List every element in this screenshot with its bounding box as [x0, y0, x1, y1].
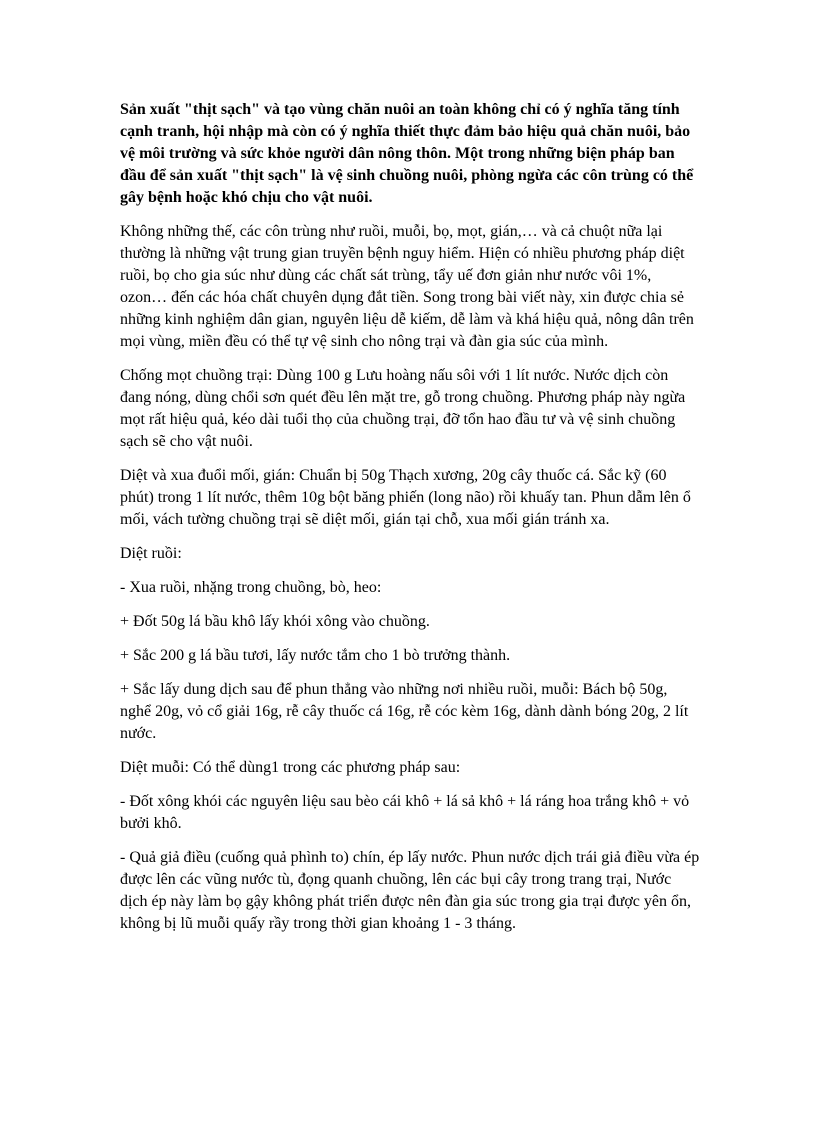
paragraph-intro: Sản xuất "thịt sạch" và tạo vùng chăn nuôi an toàn không chỉ có ý nghĩa tăng tính cạnh tranh, hội nhập mà còn có ý nghĩa thiết thực đảm bảo hiệu quả chăn nuôi, bảo vệ môi trường và sức khỏe người dân nông thôn. Một trong những biện pháp ban đầu để sản xuất "thịt sạch" là vệ sinh chuồng nuôi, phòng ngừa các côn trùng có thể gây bệnh hoặc khó chịu cho vật nuôi.	[120, 101, 694, 206]
paragraph-kill-flies-heading: Diệt ruồi:	[120, 545, 182, 562]
paragraph-burn-dry-gourd-leaves: + Đốt 50g lá bầu khô lấy khói xông vào chuồng.	[120, 613, 430, 630]
paragraph-decoction-spray: + Sắc lấy dung dịch sau để phun thẳng vào những nơi nhiều ruồi, muỗi: Bách bộ 50g, nghể 20g, vỏ cổ giải 16g, rễ cây thuốc cá 16g, rễ cóc kèm 16g, dành dành bóng 20g, 2 lít nước.	[120, 681, 689, 742]
paragraph-anti-termite: Diệt và xua đuổi mối, gián: Chuẩn bị 50g Thạch xương, 20g cây thuốc cá. Sắc kỹ (60 phút) trong 1 lít nước, thêm 10g bột băng phiến (long não) rồi khuấy tan. Phun dẫm lên ổ mối, vách tường chuồng trại sẽ diệt mối, gián tại chỗ, xua mối gián tránh xa.	[120, 467, 691, 528]
paragraph-kill-mosquitoes-heading: Diệt muỗi: Có thể dùng1 trong các phương pháp sau:	[120, 759, 461, 776]
paragraph-repel-flies: - Xua ruồi, nhặng trong chuồng, bò, heo:	[120, 579, 382, 596]
paragraph-fresh-gourd-leaves-bath: + Sắc 200 g lá bầu tươi, lấy nước tắm cho 1 bò trưởng thành.	[120, 647, 511, 664]
paragraph-cashew-apple-juice: - Quả giả điều (cuống quả phình to) chín, ép lấy nước. Phun nước dịch trái giả điều vừa ép được lên các vũng nước tù, đọng quanh chuồng, lên các bụi cây trong trang trại, Nước dịch ép này làm bọ gậy không phát triển được nên đàn gia súc trong gia trại được yên ổn, không bị lũ muỗi quấy rầy trong thời gian khoảng 1 - 3 tháng.	[120, 849, 700, 932]
paragraph-anti-woodworm: Chống mọt chuồng trại: Dùng 100 g Lưu hoàng nấu sôi với 1 lít nước. Nước dịch còn đang nóng, dùng chổi sơn quét đều lên mặt tre, gỗ trong chuồng. Phương pháp này ngừa mọt rất hiệu quả, kéo dài tuổi thọ của chuồng trại, đỡ tổn hao đầu tư và vệ sinh chuồng sạch sẽ cho vật nuôi.	[120, 367, 686, 450]
document-text-block	[120, 99, 700, 947]
paragraph-smoke-ingredients: - Đốt xông khói các nguyên liệu sau bèo cái khô + lá sả khô + lá ráng hoa trắng khô + vỏ bưởi khô.	[120, 793, 690, 832]
paragraph-insects-overview: Không những thế, các côn trùng như ruồi, muỗi, bọ, mọt, gián,… và cả chuột nữa lại thường là những vật trung gian truyền bệnh nguy hiểm. Hiện có nhiều phương pháp diệt ruồi, bọ cho gia súc như dùng các chất sát trùng, tẩy uế đơn giản như nước vôi 1%, ozon… đến các hóa chất chuyên dụng đắt tiền. Song trong bài viết này, xin được chia sẻ những kinh nghiệm dân gian, nguyên liệu dễ kiếm, dễ làm và khá hiệu quả, nông dân trên mọi vùng, miền đều có thể tự vệ sinh cho nông trại và đàn gia súc của mình.	[120, 223, 694, 350]
